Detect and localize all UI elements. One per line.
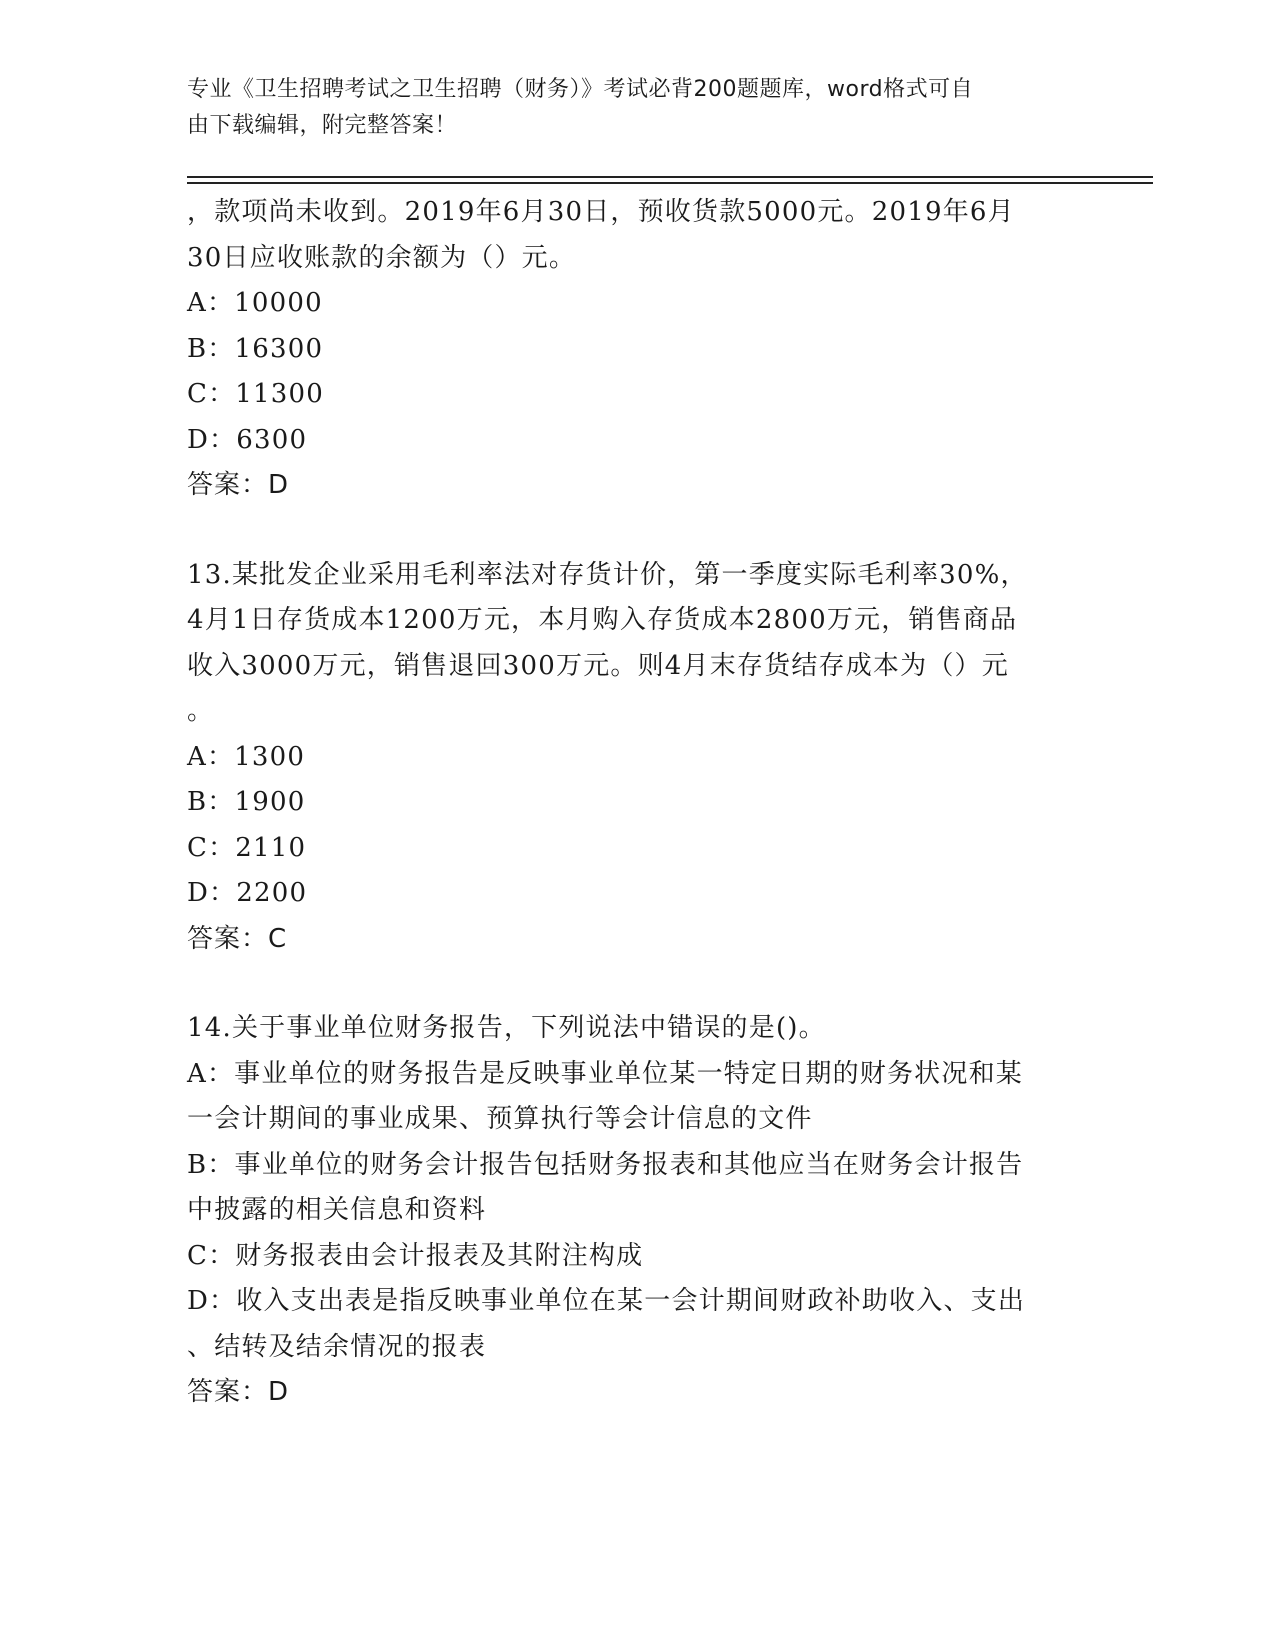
header-divider-top	[187, 176, 1153, 178]
option-b: B：1900	[187, 787, 306, 817]
question-stem-line: 收入3000万元，销售退回300万元。则4月末存货结存成本为（）元	[187, 650, 1009, 681]
option-d: D：2200	[187, 878, 308, 908]
option-b: B：事业单位的财务会计报告包括财务报表和其他应当在财务会计报告	[187, 1149, 1024, 1180]
question-list	[187, 190, 1077, 1416]
answer-line: 答案：D	[187, 1377, 290, 1407]
option-d-continued: 、结转及结余情况的报表	[187, 1331, 487, 1362]
option-c: C：11300	[187, 379, 325, 409]
header-line: 由下载编辑，附完整答案！	[187, 113, 458, 138]
option-c: C：2110	[187, 832, 307, 863]
question-13	[187, 553, 1077, 963]
option-b: B：16300	[187, 333, 324, 364]
question-stem-line: 30日应收账款的余额为（）元。	[187, 242, 577, 273]
option-b-continued: 中披露的相关信息和资料	[187, 1195, 487, 1225]
answer-line: 答案：C	[187, 923, 288, 954]
answer-line: 答案：D	[187, 470, 290, 500]
option-a: A：1300	[187, 741, 306, 772]
question-stem-line: ，款项尚未收到。2019年6月30日，预收货款5000元。2019年6月	[187, 197, 1015, 227]
document-header	[187, 72, 1067, 144]
option-c: C：财务报表由会计报表及其附注构成	[187, 1240, 644, 1271]
question-14	[187, 1006, 1077, 1416]
header-divider-bottom	[187, 182, 1153, 184]
question-stem-line: 4月1日存货成本1200万元，本月购入存货成本2800万元，销售商品	[187, 605, 1018, 635]
option-a-continued: 一会计期间的事业成果、预算执行等会计信息的文件	[187, 1104, 813, 1134]
question-stem-line: 14.关于事业单位财务报告，下列说法中错误的是()。	[187, 1013, 826, 1043]
question-stem-line: 。	[187, 696, 215, 726]
option-d: D：6300	[187, 424, 308, 455]
question-spacer	[187, 509, 1077, 553]
question-12	[187, 190, 1077, 509]
question-spacer	[187, 962, 1077, 1006]
option-a: A：10000	[187, 288, 323, 318]
option-a: A：事业单位的财务报告是反映事业单位某一特定日期的财务状况和某	[187, 1058, 1023, 1089]
question-stem-line: 13.某批发企业采用毛利率法对存货计价，第一季度实际毛利率30%，	[187, 559, 1028, 590]
option-d: D：收入支出表是指反映事业单位在某一会计期间财政补助收入、支出	[187, 1286, 1026, 1316]
header-line: 专业《卫生招聘考试之卫生招聘（财务）》考试必背200题题库，word格式可自	[187, 77, 974, 102]
